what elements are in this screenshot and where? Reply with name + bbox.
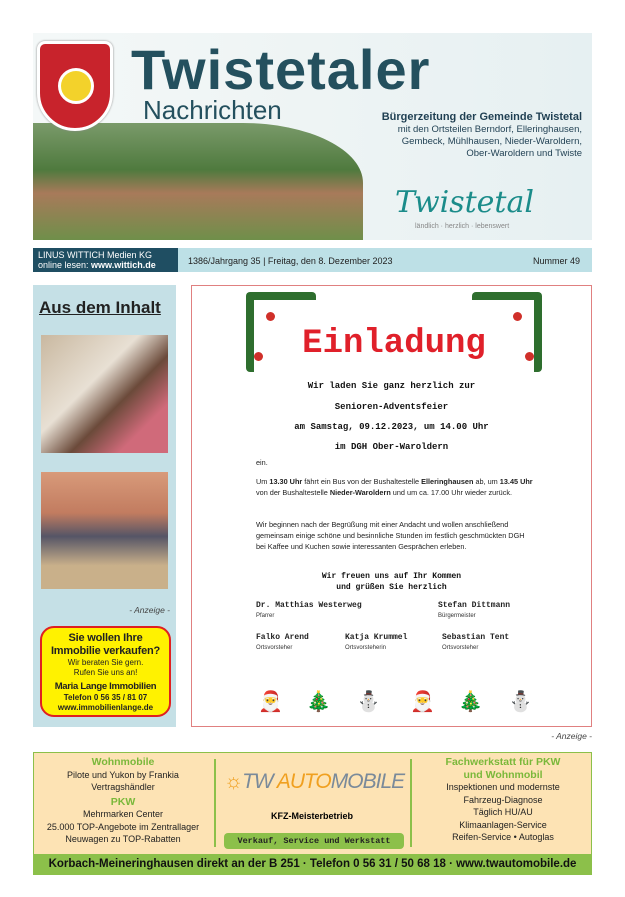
- tagline-line: Ober-Waroldern und Twiste: [466, 148, 582, 159]
- closing-line: und grüßen Sie herzlich: [336, 583, 447, 592]
- kfz-label: KFZ-Meisterbetrieb: [270, 811, 353, 821]
- tw-automobile-logo: ☼TW AUTOMOBILE: [223, 770, 405, 793]
- issue-info-bar: [33, 248, 592, 272]
- christmas-tree-icon: 🎄: [458, 691, 483, 713]
- ad-company: Maria Lange Immobilien: [54, 681, 157, 692]
- invite-intro: Wir laden Sie ganz herzlich zur: [307, 381, 476, 391]
- ad-headline: Immobilie verkaufen?: [50, 645, 161, 657]
- signature-name: Katja Krummel: [345, 633, 408, 642]
- ad-headline: Sie wollen Ihre: [68, 632, 143, 644]
- signature-name: Stefan Dittmann: [438, 601, 511, 610]
- real-estate-ad[interactable]: [40, 626, 171, 717]
- snowman-icon: ⛄: [356, 691, 381, 713]
- ad-url[interactable]: www.immobilienlange.de: [57, 703, 154, 712]
- divider: [214, 759, 216, 847]
- event-name: Senioren-Adventsfeier: [334, 402, 449, 412]
- signature-role: Bürgermeister: [438, 613, 476, 619]
- masthead-subtitle: Nachrichten: [143, 95, 282, 125]
- program-text: Wir beginnen nach der Begrüßung mit einer Andacht und wollen anschließend gemeinsam einige schöne und besinnliche Stunden im festlich geschmückten DGH bei Kaffee und Kuchen sowie interessanten Gesprächen erleben.: [256, 520, 525, 551]
- ad-phone: Telefon 0 56 35 / 81 07: [63, 693, 148, 702]
- santa-icon: 🎅: [410, 691, 435, 713]
- coat-of-arms-logo: [37, 41, 113, 131]
- ein-text: ein.: [256, 458, 268, 467]
- invitation-box: [191, 285, 592, 727]
- signature-role: Ortsvorsteher: [442, 645, 479, 651]
- online-link[interactable]: www.wittich.de: [91, 260, 156, 270]
- logo-tagline: ländlich · herzlich · lebenswert: [415, 223, 510, 230]
- online-label: online lesen:: [38, 260, 92, 270]
- ad-footer-contact: Korbach-Meineringhausen direkt an der B 251 · Telefon 0 56 31 / 50 68 18 · www.twautomobile.de: [34, 854, 591, 874]
- masthead: [33, 33, 592, 240]
- tagline-line: mit den Ortsteilen Berndorf, Elleringhausen,: [397, 124, 582, 135]
- contents-heading: Aus dem Inhalt: [39, 298, 161, 317]
- photo-handball: [41, 472, 168, 589]
- masthead-title: Twistetaler: [131, 38, 431, 101]
- signature-name: Sebastian Tent: [442, 633, 510, 642]
- tw-automobile-ad[interactable]: [33, 752, 592, 875]
- issue-date: 1386/Jahrgang 35 | Freitag, den 8. Dezember 2023: [188, 256, 393, 266]
- ad-text: Rufen Sie uns an!: [73, 668, 138, 677]
- christmas-tree-icon: 🎄: [306, 691, 331, 713]
- ad-right-column: Fachwerkstatt für PKW und Wohnmobil Inspektionen und modernste Fahrzeug-Diagnose Täglich HU/AU Klimaanlagen-Service Reifen-Service • Autoglas: [445, 756, 561, 842]
- santa-icon: 🎅: [258, 691, 283, 713]
- divider: [410, 759, 412, 847]
- issue-number: Nummer 49: [532, 256, 580, 266]
- photo-two-women: [41, 335, 168, 453]
- signature-role: Ortsvorsteher: [256, 645, 293, 651]
- contents-sidebar: [33, 285, 176, 727]
- snowman-icon: ⛄: [508, 691, 533, 713]
- ad-label: - Anzeige -: [129, 605, 170, 615]
- publisher-name: LINUS WITTICH Medien KG: [38, 250, 153, 260]
- tagline-line: Gembeck, Mühlhausen, Nieder-Waroldern,: [401, 136, 582, 147]
- service-banner: Verkauf, Service und Werkstatt: [224, 833, 404, 849]
- invitation-title: Einladung: [302, 325, 486, 363]
- masthead-description: [382, 111, 582, 160]
- christmas-garland: [246, 292, 542, 376]
- event-date: am Samstag, 09.12.2023, um 14.00 Uhr: [294, 422, 489, 432]
- ad-text: Wir beraten Sie gern.: [67, 658, 144, 667]
- signature-name: Dr. Matthias Westerweg: [256, 601, 362, 610]
- event-place: im DGH Ober-Waroldern: [334, 442, 449, 452]
- tagline-heading: Bürgerzeitung der Gemeinde Twistetal: [381, 111, 582, 123]
- ad-left-column: Wohnmobile Pilote und Yukon by Frankia Vertragshändler PKW Mehrmarken Center 25.000 TOP-Angebote im Zentrallager Neuwagen zu TOP-Rabatten: [46, 756, 200, 844]
- signature-name: Falko Arend: [256, 633, 309, 642]
- bus-info: Um 13.30 Uhr fährt ein Bus von der Bushaltestelle Elleringhausen ab, um 13.45 Uhr von der Bushaltestelle Nieder-Waroldern und um ca. 17.00 Uhr wieder zurück.: [256, 477, 533, 497]
- publisher-box: [33, 248, 178, 272]
- signature-role: Ortsvorsteherin: [345, 645, 387, 651]
- closing-line: Wir freuen uns auf Ihr Kommen: [321, 572, 462, 581]
- village-photo: [33, 123, 363, 240]
- ad-label: - Anzeige -: [551, 731, 592, 741]
- twistetal-logo: Twistetal: [395, 185, 534, 220]
- signature-role: Pfarrer: [256, 613, 275, 619]
